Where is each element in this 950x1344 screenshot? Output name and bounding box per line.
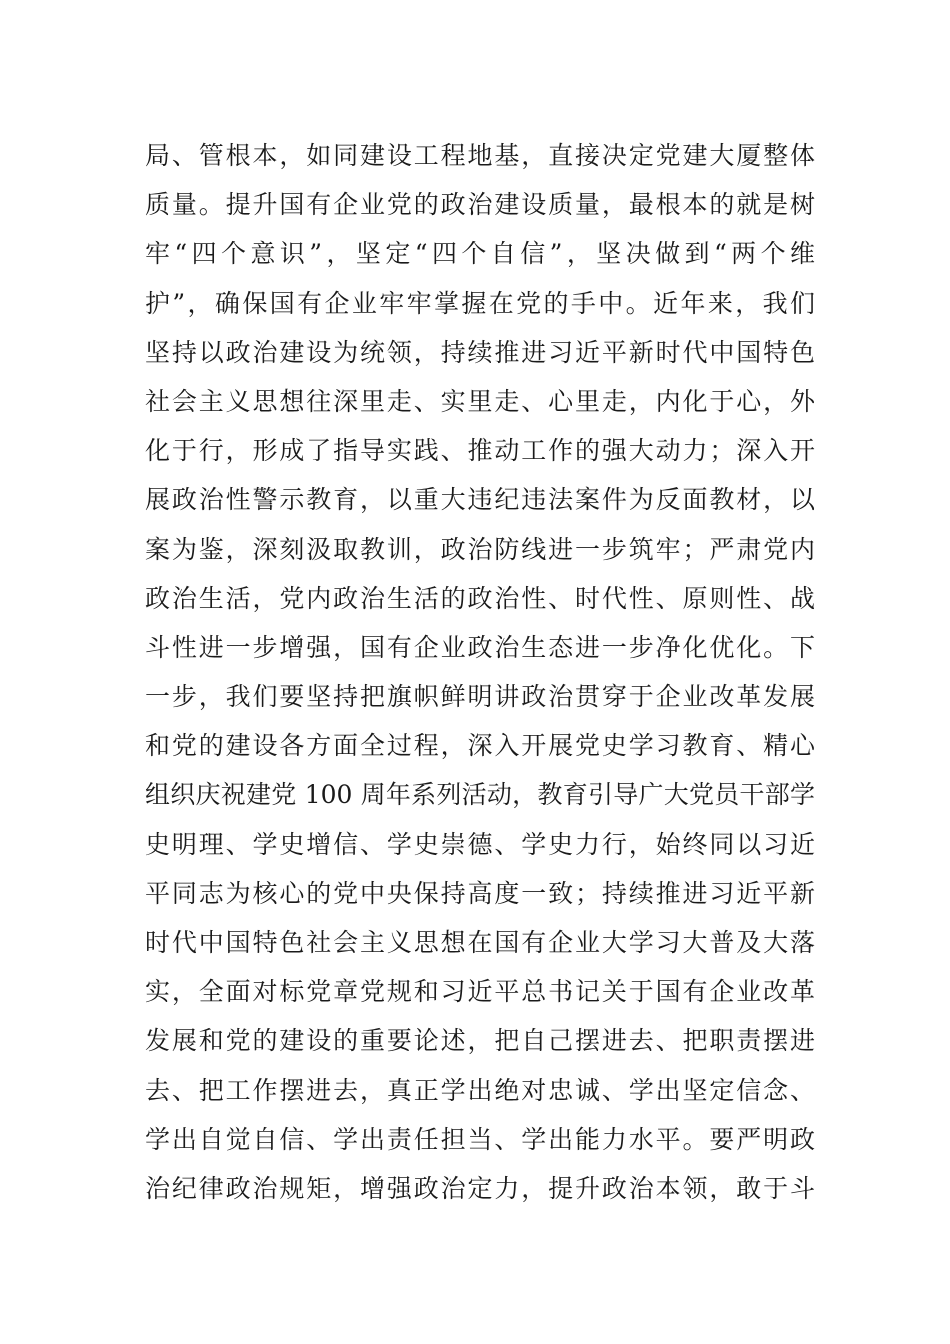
text-line: 史明理、学史增信、学史崇德、学史力行，始终同以习近 — [145, 829, 815, 859]
text-line: 平同志为核心的党中央保持高度一致；持续推进习近平新 — [145, 878, 815, 908]
text-line: 局、管根本，如同建设工程地基，直接决定党建大厦整体 — [145, 141, 815, 170]
text-line: 学出自觉自信、学出责任担当、学出能力水平。要严明政 — [145, 1124, 815, 1154]
text-line: 斗性进一步增强，国有企业政治生态进一步净化优化。下 — [145, 632, 815, 662]
text-line: 坚持以政治建设为统领，持续推进习近平新时代中国特色 — [145, 337, 815, 367]
text-line: 展政治性警示教育，以重大违纪违法案件为反面教材，以 — [145, 485, 815, 515]
text-line: 去、把工作摆进去，真正学出绝对忠诚、学出坚定信念、 — [145, 1075, 815, 1105]
text-line: 化于行，形成了指导实践、推动工作的强大动力；深入开 — [145, 436, 815, 466]
text-line: 时代中国特色社会主义思想在国有企业大学习大普及大落 — [145, 928, 815, 957]
text-line: 质量。提升国有企业党的政治建设质量，最根本的就是树 — [145, 190, 815, 220]
text-line: 政治生活，党内政治生活的政治性、时代性、原则性、战 — [145, 583, 815, 613]
body-text — [145, 131, 815, 1213]
text-line: 牢“四个意识”，坚定“四个自信”，坚决做到“两个维 — [145, 239, 815, 269]
text-line: 和党的建设各方面全过程，深入开展党史学习教育、精心 — [145, 731, 815, 761]
text-line: 一步，我们要坚持把旗帜鲜明讲政治贯穿于企业改革发展 — [145, 682, 815, 712]
text-line: 护”，确保国有企业牢牢掌握在党的手中。近年来，我们 — [145, 288, 815, 318]
text-line: 发展和党的建设的重要论述，把自己摆进去、把职责摆进 — [145, 1026, 815, 1056]
text-line: 实，全面对标党章党规和习近平总书记关于国有企业改革 — [145, 977, 815, 1007]
text-line: 社会主义思想往深里走、实里走、心里走，内化于心，外 — [145, 386, 815, 416]
text-line: 组织庆祝建党 100 周年系列活动，教育引导广大党员干部学 — [145, 780, 815, 810]
text-line: 治纪律政治规矩，增强政治定力，提升政治本领，敢于斗 — [145, 1173, 815, 1203]
text-line: 案为鉴，深刻汲取教训，政治防线进一步筑牢；严肃党内 — [145, 534, 815, 564]
